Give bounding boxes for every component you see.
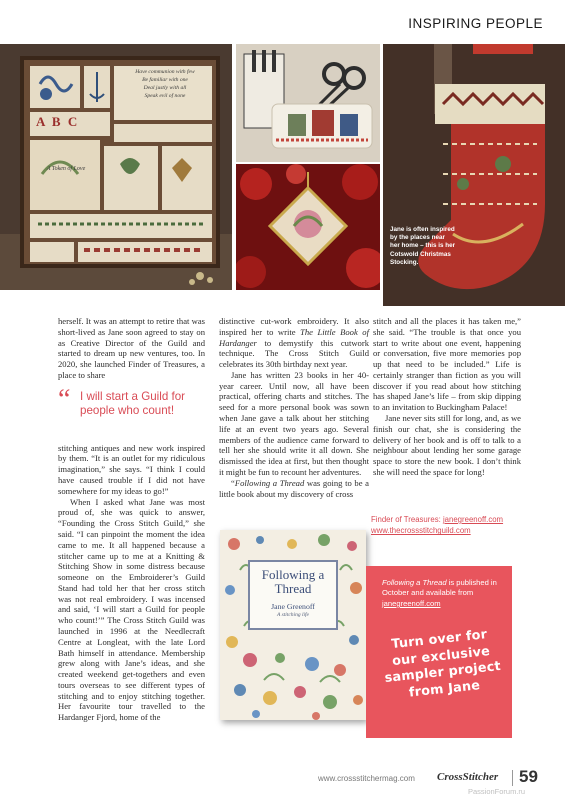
quote-mark-icon: “ <box>58 384 71 415</box>
photo-caption: Jane is often inspired by the places near her home – this is her Cotswold Christmas Stocking. <box>390 226 456 266</box>
janegreenoff-link[interactable]: janegreenoff.com <box>442 515 504 524</box>
col2-book-title-following: Following a Thread <box>234 477 305 488</box>
col2-para-3-text: was going to be a little book about my discovery of cross <box>219 477 369 499</box>
book-cover <box>220 530 366 720</box>
col2-para-3 <box>219 478 369 500</box>
sampler-line-1: Have communion with few <box>135 69 195 75</box>
article-column-3 <box>373 316 521 478</box>
col2-para-1-text-end: to demystify this cutwork technique. The Cross Stitch Guild celebrates its 30th birthday next year. <box>219 337 369 370</box>
page-number: 59 <box>519 767 538 786</box>
col2-para-1 <box>219 316 369 370</box>
col3-para-2: Jane never sits still for long, and, as we finish our chat, she is considering the delivery of her book and is off to talk to a neighbour about lending her some garage space to store the new book. I don’t think she will need the space for long! <box>373 413 521 477</box>
promo-book-title: Following a Thread <box>382 578 447 587</box>
footer-brand-logo: CrossStitcher <box>437 771 499 783</box>
col2-book-title-hardanger: The Little Book of Hardanger <box>219 326 369 348</box>
sampler-line-3: Deal justly with all <box>143 85 187 92</box>
article-column-1 <box>58 316 205 723</box>
section-title: INSPIRING PEOPLE <box>408 16 543 31</box>
footer-divider <box>512 770 513 786</box>
links-block <box>371 514 521 537</box>
col2-para-2: Jane has written 23 books in her 40-year career. Until now, all have been practical, offering charts and stitches. The seed for a more personal book was sown when Jane gave a talk about her stitching life at an event two years ago. Several members of the audience came forward to tell her she should write it all down. She dismissed the idea at first, but then thought it might be fun to recount her adventures. <box>219 369 369 477</box>
col2-para-1-text: distinctive cut-work embroidery. It also inspired her to write <box>219 316 369 337</box>
crossstitchguild-link[interactable]: www.thecrossstitchguild.com <box>371 526 471 536</box>
finder-label: Finder of Treasures: <box>371 515 443 524</box>
turn-over-callout: Turn over for our exclusive sampler project from Jane <box>384 627 502 701</box>
book-author: Jane Greenoff <box>271 602 315 612</box>
sampler-line-4: Speak evil of none <box>144 93 186 100</box>
col3-para-1: stitch and all the places it has taken me,” she said. “The trouble is that once you start to write about one event, happening or conversation, five more memories pop up that need to be included.” Life is certainly stranger than fiction as you will discover if you read about how stitching has shaped Jane’s life – from skip dipping to an invitation to Buckingham Palace! <box>373 316 521 413</box>
stitched-box-photo <box>236 44 380 162</box>
sampler-letters: A B C <box>36 114 80 129</box>
promo-link[interactable]: janegreenoff.com <box>382 598 441 608</box>
col1-para-1: herself. It was an attempt to retire that was short-lived as Jane soon agreed to stay on as Creative Director of the Guild and started to dream up new ventures, too. In 2020, she launched Finder of Treasures, a place to share <box>58 316 205 380</box>
sampler-line-2: Be familiar with one <box>142 77 188 84</box>
sampler-token-label: A Token of Love <box>46 166 86 172</box>
watermark: PassionForum.ru <box>468 787 526 796</box>
book-title-label <box>248 560 338 630</box>
pullquote-text: I will start a Guild for people who count! <box>80 390 186 417</box>
article-column-2 <box>219 316 369 499</box>
christmas-ornament-photo <box>236 164 380 290</box>
book-title: Following a Thread <box>261 567 325 596</box>
finder-link-line <box>371 514 521 525</box>
book-subtitle: A stitching life <box>277 612 309 619</box>
promo-text <box>382 578 500 609</box>
col1-para-2: stitching antiques and new work inspired by them. “It is an outlet for my ridiculous imagination,” she says. “I think I could have caused trouble if I did not have somewhere for my ideas to go!” <box>58 442 205 496</box>
promo-body: is published in October and available from <box>382 578 497 598</box>
footer-url[interactable]: www.crossstitchermag.com <box>318 774 415 783</box>
col2-para-3-open-quote: “ <box>231 477 235 488</box>
col1-para-3: When I asked what Jane was most proud of, she was quick to answer, “Founding the Cross Stitch Guild,” she said. “I can pinpoint the moment the idea came to me. It all happened because a stitcher came up to me at a Knitting & Stitching Show in some distress because someone on the Embroiderer’s Guild Stand had told her that her cross stitch was not real embroidery. I was incensed and said, ‘I will start a Guild for people who count!’” The Cross Stitch Guild was launched in 1996 at the Needlecraft Centre at Longleat, with the late Lord Bath himself in attendance. Membership grew along with Jane’s ideas, and she created weekend get-togethers and even tours overseas to see different types of stitching and to enjoy stitching together. Her favourite tour travelled to the Hardanger Fjord, home of the <box>58 496 205 723</box>
sampler-text <box>118 68 212 100</box>
pullquote <box>58 384 210 418</box>
